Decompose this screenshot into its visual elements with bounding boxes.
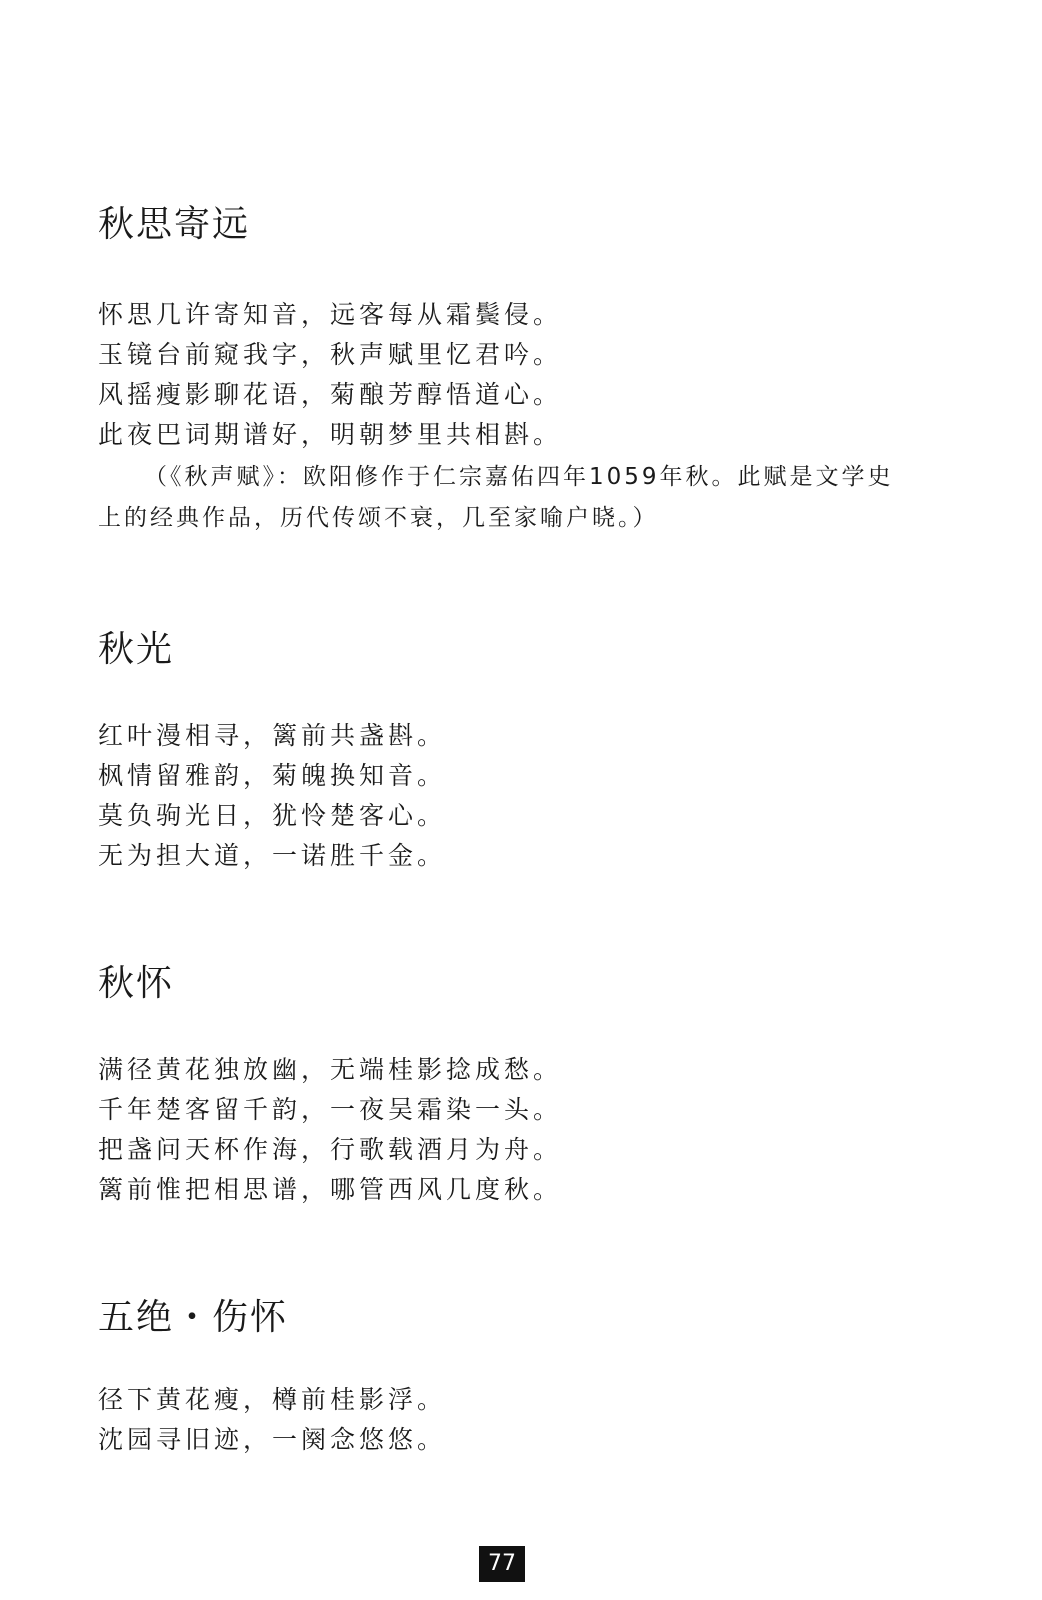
poem-line: 篱前惟把相思谱，哪管西风几度秋。 xyxy=(98,1175,563,1204)
poem-line: 枫情留雅韵，菊魄换知音。 xyxy=(98,761,447,790)
poem-qiuguang xyxy=(98,628,938,876)
poem-line: 莫负驹光日，犹怜楚客心。 xyxy=(98,801,447,830)
poem-title: 秋光 xyxy=(98,629,175,670)
poem-line: 玉镜台前窥我字，秋声赋里忆君吟。 xyxy=(98,340,563,369)
poem-line: 无为担大道，一诺胜千金。 xyxy=(98,841,447,870)
poem-body xyxy=(98,1380,938,1460)
poem-body xyxy=(98,1050,938,1210)
poem-note: （《秋声赋》：欧阳修作于仁宗嘉佑四年1059年秋。此赋是文学史上的经典作品，历代传颂不衰，几至家喻户晓。） xyxy=(98,464,894,531)
poem-title: 五绝・伤怀 xyxy=(98,1297,289,1338)
poem-line: 沈园寻旧迹，一阕念悠悠。 xyxy=(98,1425,447,1454)
poem-line: 千年楚客留千韵，一夜吴霜染一头。 xyxy=(98,1095,563,1124)
poem-line: 径下黄花瘦，樽前桂影浮。 xyxy=(98,1385,447,1414)
poem-qiuhuai xyxy=(98,962,938,1210)
poem-wujue-shanghuai xyxy=(98,1296,938,1460)
poem-line: 红叶漫相寻，篱前共盏斟。 xyxy=(98,721,447,750)
poem-body xyxy=(98,716,938,876)
poem-line: 此夜巴词期谱好，明朝梦里共相斟。 xyxy=(98,420,563,449)
poem-title: 秋怀 xyxy=(98,963,175,1004)
poem-line: 满径黄花独放幽，无端桂影捻成愁。 xyxy=(98,1055,563,1084)
poem-qiusi-jiyuan xyxy=(98,203,938,539)
page-number: 77 xyxy=(479,1546,525,1582)
poem-title: 秋思寄远 xyxy=(98,204,251,245)
poem-line: 把盏问天杯作海，行歌载酒月为舟。 xyxy=(98,1135,563,1164)
poem-line: 风摇瘦影聊花语，菊酿芳醇悟道心。 xyxy=(98,380,563,409)
poem-body xyxy=(98,295,938,455)
poem-line: 怀思几许寄知音，远客每从霜鬓侵。 xyxy=(98,300,563,329)
